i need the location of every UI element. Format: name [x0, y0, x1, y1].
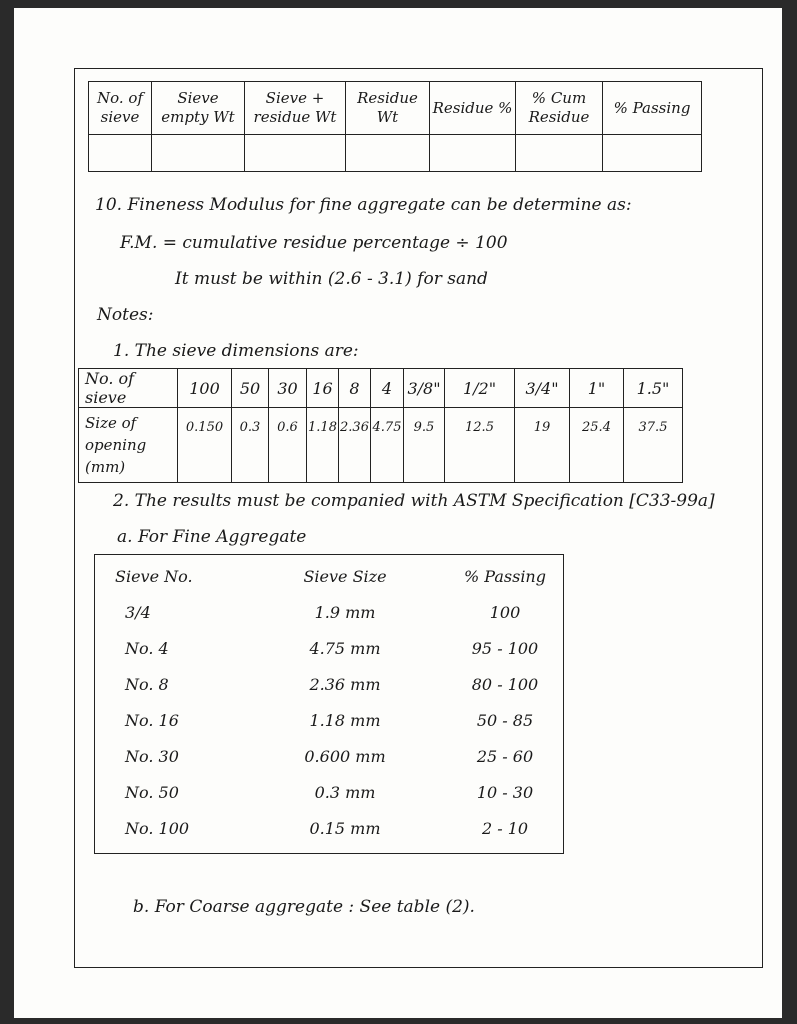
header-cell: % Cum Residue — [516, 82, 603, 135]
page-frame — [74, 68, 763, 968]
fineness-range: It must be within (2.6 - 3.1) for sand — [175, 269, 488, 289]
cell: 1.9 mm — [314, 603, 376, 622]
cell: 80 - 100 — [471, 675, 539, 694]
sieve-cell: 30 — [269, 369, 307, 408]
size-cell: 37.5 — [624, 408, 683, 483]
empty-cell — [430, 135, 516, 172]
size-cell: 19 — [515, 408, 570, 483]
table-row — [79, 408, 683, 483]
cell: No. 100 — [125, 819, 190, 838]
cell: 25 - 60 — [476, 747, 534, 766]
sieve-cell: 8 — [339, 369, 371, 408]
paper-page — [14, 8, 782, 1018]
table-header-row — [89, 82, 702, 135]
notes-title: Notes: — [97, 305, 154, 325]
header-cell: Residue % — [430, 82, 516, 135]
notes-item-2a: a. For Fine Aggregate — [117, 527, 307, 547]
cell: No. 30 — [125, 747, 179, 766]
empty-cell — [245, 135, 346, 172]
sieve-cell: 16 — [307, 369, 339, 408]
fineness-heading: 10. Fineness Modulus for fine aggregate can be determine as: — [95, 195, 632, 215]
sieve-cell: 1" — [570, 369, 624, 408]
cell: 3/4 — [125, 603, 151, 622]
notes-item-2: 2. The results must be companied with ASTM Specification [C33-99a] — [113, 491, 715, 511]
size-cell: 12.5 — [445, 408, 515, 483]
row-label: Size of opening (mm) — [79, 408, 178, 483]
cell: 100 — [489, 603, 521, 622]
fineness-formula: F.M. = cumulative residue percentage ÷ 100 — [120, 233, 508, 253]
cell: 2.36 mm — [309, 675, 381, 694]
header-cell: No. of sieve — [89, 82, 152, 135]
sieve-cell: 1.5" — [624, 369, 683, 408]
header-cell: Sieve + residue Wt — [245, 82, 346, 135]
notes-item-1: 1. The sieve dimensions are: — [113, 341, 359, 361]
fine-aggregate-table — [94, 554, 564, 854]
sieve-cell: 3/8" — [404, 369, 445, 408]
header-cell: Sieve No. — [115, 567, 193, 586]
header-cell: % Passing — [603, 82, 702, 135]
row-label: No. of sieve — [79, 369, 178, 408]
header-cell: % Passing — [464, 567, 546, 586]
cell: 95 - 100 — [471, 639, 539, 658]
cell: 0.3 mm — [314, 783, 376, 802]
cell: 2 - 10 — [481, 819, 529, 838]
size-cell: 0.150 — [178, 408, 232, 483]
sieve-cell: 3/4" — [515, 369, 570, 408]
size-cell: 2.36 — [339, 408, 371, 483]
size-cell: 9.5 — [404, 408, 445, 483]
sieve-analysis-table — [88, 81, 702, 172]
cell: No. 50 — [125, 783, 179, 802]
sieve-cell: 100 — [178, 369, 232, 408]
header-cell: Residue Wt — [346, 82, 430, 135]
cell: 10 - 30 — [476, 783, 534, 802]
empty-cell — [346, 135, 430, 172]
cell: 0.15 mm — [309, 819, 381, 838]
empty-cell — [516, 135, 603, 172]
cell: 50 - 85 — [476, 711, 534, 730]
size-cell: 1.18 — [307, 408, 339, 483]
table-row — [89, 135, 702, 172]
cell: No. 16 — [125, 711, 179, 730]
size-cell: 4.75 — [371, 408, 404, 483]
size-cell: 25.4 — [570, 408, 624, 483]
header-cell: Sieve empty Wt — [152, 82, 245, 135]
table-row — [79, 369, 683, 408]
sieve-cell: 1/2" — [445, 369, 515, 408]
empty-cell — [89, 135, 152, 172]
empty-cell — [152, 135, 245, 172]
cell: 0.600 mm — [304, 747, 386, 766]
size-cell: 0.6 — [269, 408, 307, 483]
notes-item-2b: b. For Coarse aggregate : See table (2). — [133, 897, 475, 917]
cell: No. 4 — [125, 639, 169, 658]
sieve-cell: 4 — [371, 369, 404, 408]
size-cell: 0.3 — [232, 408, 269, 483]
header-cell: Sieve Size — [303, 567, 387, 586]
sieve-dimensions-table — [78, 368, 683, 483]
cell: 1.18 mm — [309, 711, 381, 730]
cell: 4.75 mm — [309, 639, 381, 658]
sieve-cell: 50 — [232, 369, 269, 408]
empty-cell — [603, 135, 702, 172]
cell: No. 8 — [125, 675, 169, 694]
